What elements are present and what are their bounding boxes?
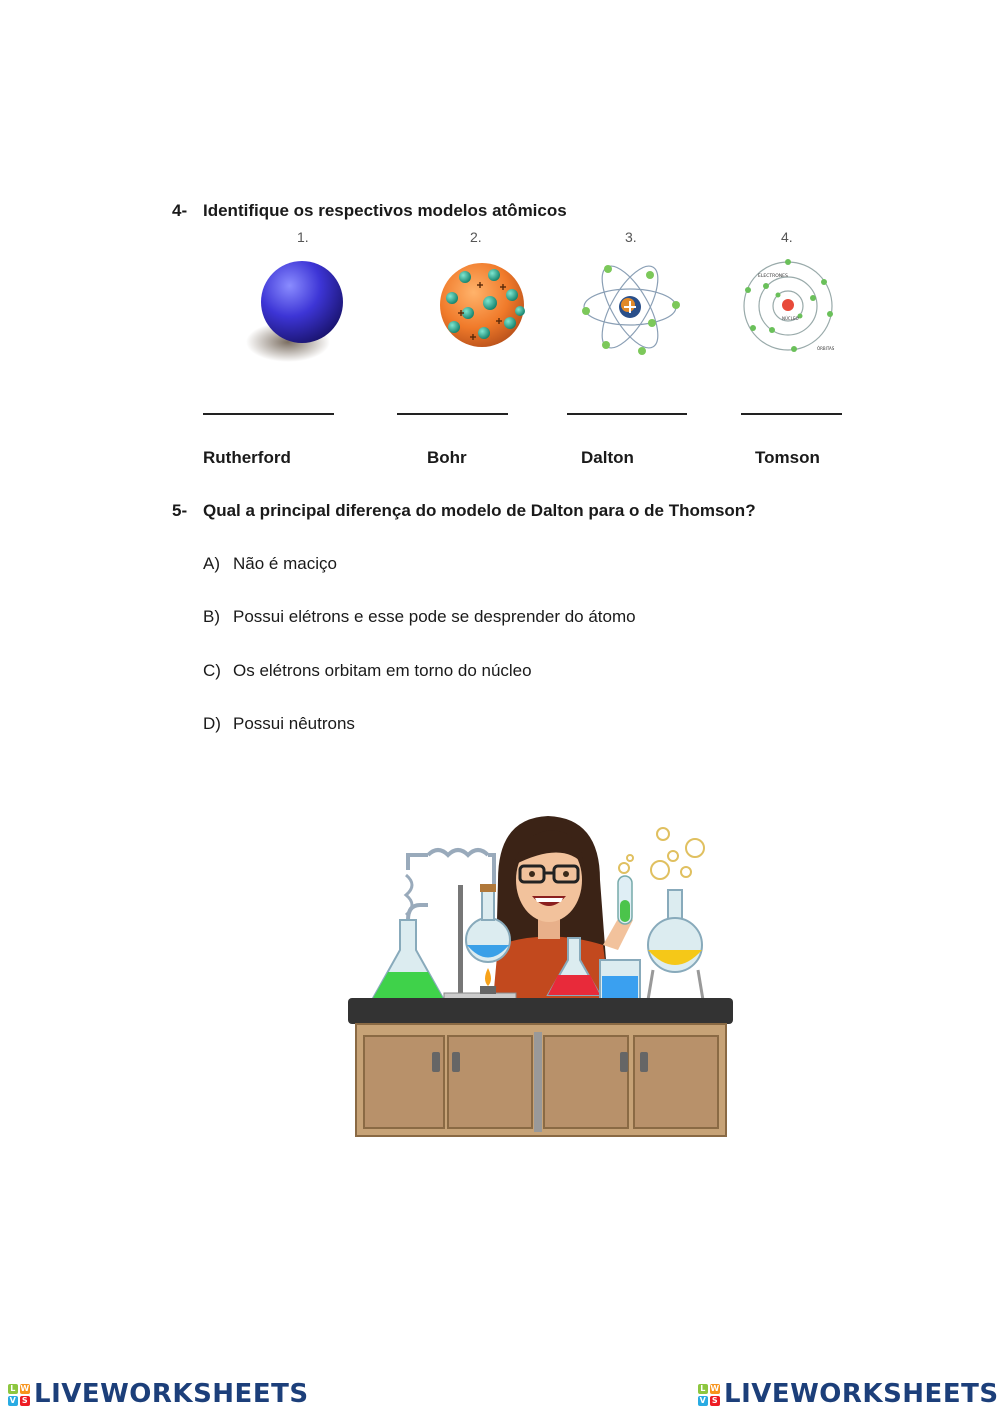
bohr-label-electrons: ELECTRONES bbox=[758, 274, 788, 279]
option-c-letter[interactable]: C) bbox=[203, 661, 221, 680]
model-number-1: 1. bbox=[297, 229, 309, 245]
solid-sphere-atom-icon bbox=[238, 250, 368, 365]
option-a-text[interactable]: Não é maciço bbox=[233, 554, 337, 573]
answer-blank-2[interactable] bbox=[397, 413, 508, 415]
plum-pudding-atom-icon bbox=[432, 255, 532, 355]
liveworksheets-mark-icon: L W V S bbox=[9, 1383, 30, 1405]
answer-option-bohr: Bohr bbox=[427, 448, 467, 467]
answer-option-rutherford: Rutherford bbox=[203, 448, 291, 467]
model-number-3: 3. bbox=[625, 229, 637, 245]
question5-number: 5- bbox=[172, 501, 188, 520]
option-a-letter[interactable]: A) bbox=[203, 554, 220, 573]
planetary-atom-icon bbox=[580, 255, 680, 359]
option-d-text[interactable]: Possui nêutrons bbox=[233, 714, 355, 733]
model-number-2: 2. bbox=[470, 229, 482, 245]
footer-logo-left[interactable] bbox=[8, 1379, 309, 1409]
option-b-text[interactable]: Possui elétrons e esse pode se desprender do átomo bbox=[233, 607, 636, 626]
option-b-letter[interactable]: B) bbox=[203, 607, 220, 626]
answer-option-tomson: Tomson bbox=[755, 448, 820, 467]
answer-blank-3[interactable] bbox=[567, 413, 687, 415]
answer-blank-4[interactable] bbox=[741, 413, 842, 415]
bohr-label-nucleus: NÚCLEO bbox=[782, 316, 799, 321]
question4-title: Identifique os respectivos modelos atômicos bbox=[203, 201, 567, 220]
bohr-orbit-atom-icon bbox=[738, 258, 843, 358]
answer-option-dalton: Dalton bbox=[581, 448, 634, 467]
question4-number: 4- bbox=[172, 201, 188, 220]
liveworksheets-mark-icon: L W V S bbox=[699, 1383, 720, 1405]
option-d-letter[interactable]: D) bbox=[203, 714, 221, 733]
footer-brand-left: LIVEWORKSHEETS bbox=[34, 1379, 309, 1409]
bohr-label-orbits: ÓRBITAS bbox=[817, 346, 835, 351]
footer-brand-right: LIVEWORKSHEETS bbox=[724, 1379, 999, 1409]
answer-blank-1[interactable] bbox=[203, 413, 334, 415]
model-number-4: 4. bbox=[781, 229, 793, 245]
scientist-lab-illustration bbox=[348, 810, 738, 1140]
option-c-text[interactable]: Os elétrons orbitam em torno do núcleo bbox=[233, 661, 532, 680]
question5-title: Qual a principal diferença do modelo de Dalton para o de Thomson? bbox=[203, 501, 756, 520]
footer-logo-right[interactable] bbox=[698, 1379, 999, 1409]
